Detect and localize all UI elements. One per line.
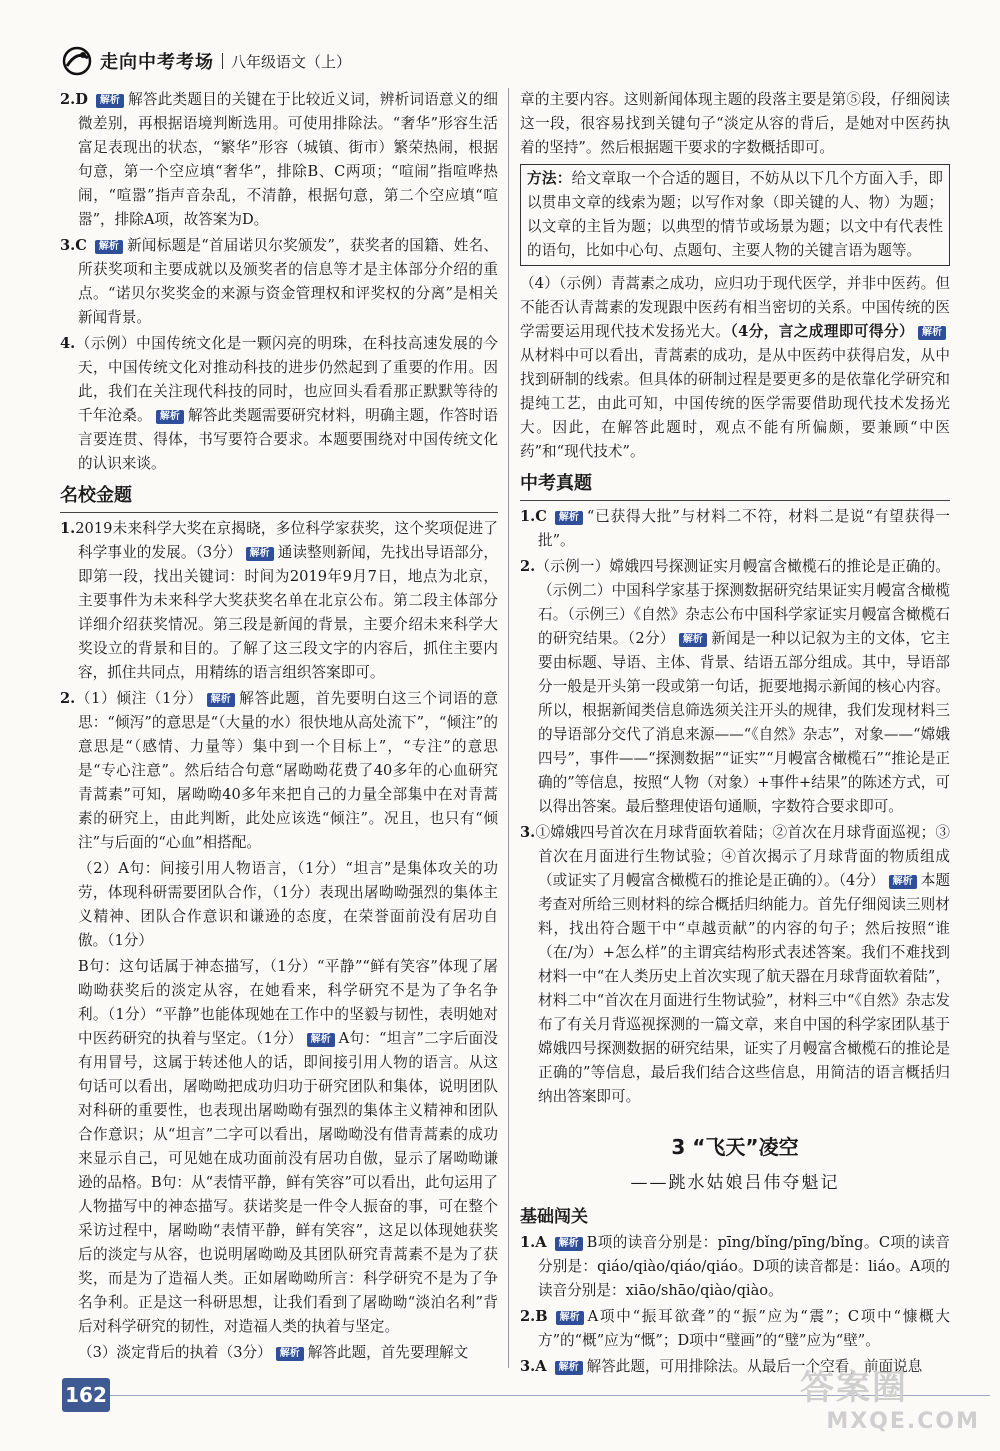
analysis-tag: 解析 [276,1347,304,1361]
answer-item: 1.A 解析 B项的读音分别是：pīng/bǐng/pīng/bǐng。C项的读音分别是：qiáo/qiào/qiáo/qiáo。D项的读音都是：liáo。A项的读音分别是：xiāo/shāo/qiào/qiào。 [520,1234,950,1299]
sub-heading: 基础闯关 [520,1207,588,1227]
answer-item: 4.（示例）中国传统文化是一颗闪亮的明珠，在科技高速发展的今天，中国传统文化对推动科技的进步仍然起到了重要的作用。因此，我们在关注现代科技的同时，也应回头看看那正默默等待的千年沧桑。 解析 解答此类题需要研究材料，明确主题，作答时语言要连贯、得体，书写要符合要求。本题要围绕对中国传统文化的认识来谈。 [60,335,498,472]
answer-item: 2.（1）倾注（1分） 解析 解答此题，首先要明白这三个词语的意思：“倾泻”的意思是“（大量的水）很快地从高处流下”，“倾注”的意思是“（感情、力量等）集中到一个目标上”，“专注”的意思是“专心注意”。然后结合句意“屠呦呦花费了40多年的心血研究青蒿素”可知，屠呦呦40多年来把自己的力量全部集中在对青蒿素的研究上，由此判断，此处应该选“倾注”。况且，也只有“倾注”与后面的“心血”相搭配。 [60,690,498,851]
answer-paragraph: 章的主要内容。这则新闻体现主题的段落主要是第⑤段，仔细阅读这一段，很容易找到关键句子“淡定从容的背后，是她对中医药执着的坚持”。然后根据题干要求的字数概括即可。 [520,91,950,156]
answer-item: 3.C 解析 新闻标题是“首届诺贝尔奖颁发”，获奖者的国籍、姓名、所获奖项和主要成就以及颁奖者的信息等才是主体部分介绍的重点。“诺贝尔奖奖金的来源与资金管理权和评奖权的分离”是相关新闻背景。 [60,237,498,326]
answer-item: 2.（示例一）嫦娥四号探测证实月幔富含橄榄石的推论是正确的。（示例二）中国科学家基于探测数据研究结果证实月幔富含橄榄石。（示例三）《自然》杂志公布中国科学家证实月幔富含橄榄石的研究结果。（2分） 解析 新闻是一种以记叙为主的文体，它主要由标题、导语、主体、背景、结语五部分组成。其中，导语部分一般是开头第一段或第一句话，扼要地揭示新闻的核心内容。所以，根据新闻类信息筛选须关注开头的规律，我们发现材料三的导语部分交代了消息来源——“《自然》杂志”，对象——“嫦娥四号”，事件——“探测数据”“证实”“月幔富含橄榄石”“推论是正确的”等信息，按照“人物（对象）+事件+结果”的陈述方式，可以得出答案。最后整理使语句通顺，字数符合要求即可。 [520,558,950,815]
right-column [520,88,950,1381]
analysis-tag: 解析 [307,1033,335,1047]
analysis-tag: 解析 [555,1361,583,1375]
page-number: 162 [62,1378,110,1412]
column-divider [508,88,509,1368]
analysis-tag: 解析 [679,633,707,647]
analysis-tag: 解析 [246,547,274,561]
section-heading: 中考真题 [520,472,950,501]
method-label: 方法： [527,170,572,187]
answer-paragraph: （3）淡定背后的执着（3分） 解析 解答此题，首先要理解文 [78,1344,469,1361]
answer-paragraph: （4）（示例）青蒿素之成功，应归功于现代医学，并非中医药。但不能否认青蒿素的发现跟中医药有相当密切的关系。中国传统的医学需要运用现代技术发扬光大。（4分，言之成理即可得分） 解析从材料中可以看出，青蒿素的成功，是从中医药中获得启发，从中找到研制的线索。但具体的研制过程是要更多的是依靠化学研究和提纯工艺，由此可知，中国传统的医学需要借助现代技术发扬光大。因此，在解答此题时，观点不能有所偏颇，要兼顾“中医药”和“现代技术”。 [520,275,950,460]
page-header [62,46,351,76]
analysis-tag: 解析 [889,875,917,889]
lesson-title: 3 “飞天”凌空 [671,1135,799,1159]
left-column [60,88,498,1367]
watermark: 答案圈 MXQE.COM [800,1368,980,1434]
header-divider [222,53,223,69]
analysis-tag: 解析 [156,410,184,424]
answer-item: 1.2019未来科学大奖在京揭晓，多位科学家获奖，这个奖项促进了科学事业的发展。（3分） 解析 通读整则新闻，先找出导语部分，即第一段，找出关键词：时间为2019年9月7日，地点为北京，主要事件为未来科学大奖获奖名单在北京公布。第二段主体部分详细介绍获奖情况。第三段是新闻的背景，主要介绍未来科学大奖设立的背景和目的。了解了这三段文字的内容后，抓住主要内容，抓住共同点，用精练的语言组织答案即可。 [60,520,498,681]
lesson-subtitle: ——跳水姑娘吕伟夺魁记 [630,1173,840,1193]
analysis-tag: 解析 [556,1311,584,1325]
answer-item: 1.C 解析 “已获得大批”与材料二不符，材料二是说“有望获得一批”。 [520,508,950,549]
analysis-tag: 解析 [95,240,123,254]
book-subtitle: 八年级语文（上） [231,52,352,71]
answer-item: 2.D 解析 解答此类题目的关键在于比较近义词，辨析词语意义的细微差别，再根据语境判断选用。可使用排除法。“奢华”形容生活富足表现出的状态，“繁华”形容（城镇、街市）繁荣热闹，根据句意，第一个空应填“奢华”，排除B、C两项；“喧闹”指喧哗热闹，“喧嚣”指声音杂乱，不清静，根据句意，第二个空应填“喧嚣”，排除A项，故答案为D。 [60,91,498,228]
logo-icon [62,46,92,76]
analysis-tag: 解析 [918,326,946,340]
brand-name: 走向中考考场 [100,52,214,73]
method-box: 方法：给文章取一个合适的题目，不妨从以下几个方面入手，即以贯串文章的线索为题；以写作对象（即关键的人、物）为题；以文章的主旨为题；以典型的情节或场景为题；以文中有代表性的语句，比如中心句、点题句、主要人物的关键言语为题等。 [520,164,950,266]
section-heading: 名校金题 [60,484,498,513]
analysis-tag: 解析 [96,94,124,108]
answer-item: 3.A 解析 解答此题，可用排除法。从最后一个空看，前面说息 [520,1358,923,1375]
analysis-tag: 解析 [555,511,583,525]
answer-paragraph: B句：这句话属于神态描写，（1分）“平静”“鲜有笑容”体现了屠呦呦获奖后的淡定从容，在她看来，科学研究不是为了争名争利。（1分）“平静”也能体现她在工作中的坚毅与韧性，表明她对中医药研究的执着与坚定。（1分） 解析 A句：“坦言”二字后面没有用冒号，这属于转述他人的话，即间接引用人物的语言。从这句话可以看出，屠呦呦把成功归功于研究团队和集体，说明团队对科研的重要性，也表现出屠呦呦有强烈的集体主义精神和团队合作意识；从“坦言”二字可以看出，屠呦呦没有借青蒿素的成功来显示自己，可见她在成功面前没有居功自傲，显示了屠呦呦谦逊的品格。B句：从“表情平静，鲜有笑容”可以看出，此句运用了人物描写中的神态描写。获诺奖是一件令人振奋的事，可在整个采访过程中，屠呦呦“表情平静，鲜有笑容”，这足以体现她获奖后的淡定与从容，也说明屠呦呦及其团队研究青蒿素不是为了获奖，而是为了造福人类。正如屠呦呦所言：科学研究不是为了争名争利。正是这一科研思想，让我们看到了屠呦呦“淡泊名利”背后对科学研究的韧性，对造福人类的执着与坚定。 [78,958,498,1335]
answer-item: 3.①嫦娥四号首次在月球背面软着陆；②首次在月球背面巡视；③首次在月面进行生物试验；④首次揭示了月球背面的物质组成（或证实了月幔富含橄榄石的推论是正确的）。（4分） 解析 本题考查对所给三则材料的综合概括归纳能力。首先仔细阅读三则材料，找出符合题干中“卓越贡献”的内容的句子；然后按照“谁（在/为）+怎么样”的主谓宾结构形式表述答案。我们不难找到材料一中“在人类历史上首次实现了航天器在月球背面软着陆”，材料二中“首次在月面进行生物试验”，材料三中“《自然》杂志发布了有关月背巡视探测的一篇文章，来自中国的科学家团队基于嫦娥四号探测数据的研究结果，证实了月幔富含橄榄石的推论是正确的”等信息，最后我们结合这些信息，用简洁的语言概括归纳出答案即可。 [520,824,950,1105]
analysis-tag: 解析 [207,693,235,707]
answer-item: 2.B 解析 A项中“振耳欲聋”的“振”应为“震”；C项中“慷概大方”的“概”应为“慨”；D项中“璧画”的“璧”应为“壁”。 [520,1308,950,1349]
answer-paragraph: （2）A句：间接引用人物语言，（1分）“坦言”是集体攻关的功劳，体现科研需要团队合作，（1分）表现出屠呦呦强烈的集体主义精神、团队合作意识和谦逊的态度，在荣誉面前没有居功自傲。（1分） [78,860,498,949]
analysis-tag: 解析 [555,1237,583,1251]
